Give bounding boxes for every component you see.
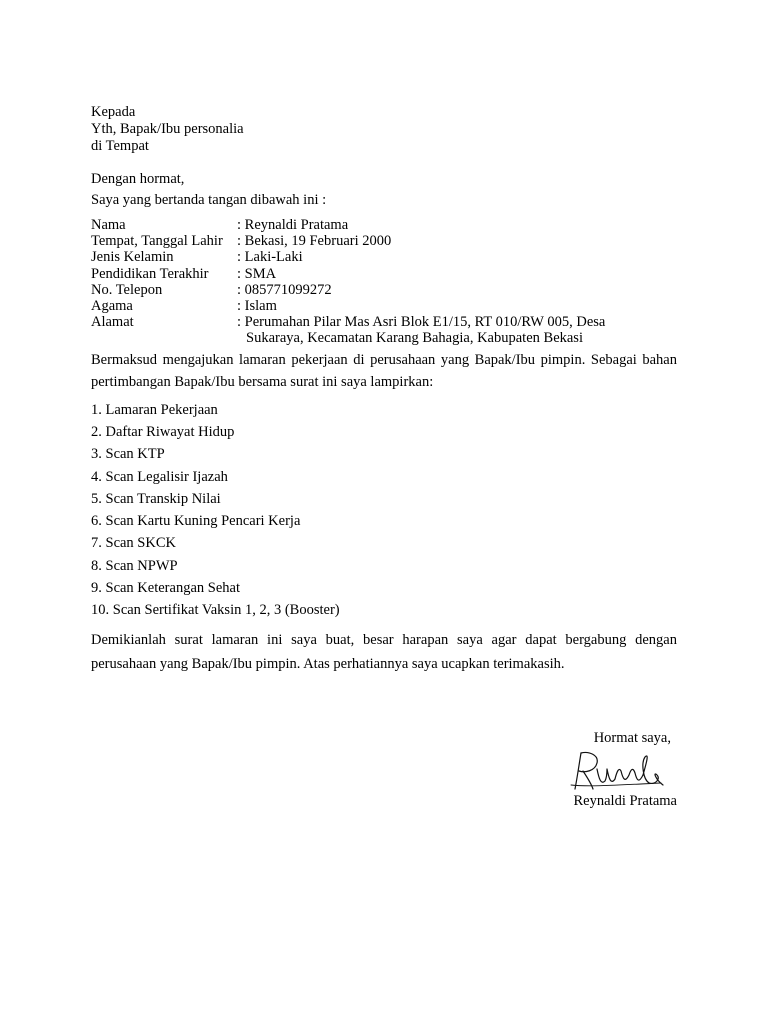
identity-label: Tempat, Tanggal Lahir — [91, 233, 223, 250]
signature-block — [547, 730, 677, 810]
attachment-list — [91, 399, 677, 622]
list-item: 6. Scan Kartu Kuning Pencari Kerja — [91, 513, 301, 530]
address-line-2: Sukaraya, Kecamatan Karang Bahagia, Kabupaten Bekasi — [246, 330, 583, 347]
list-item: 2. Daftar Riwayat Hidup — [91, 423, 235, 440]
identity-label: Alamat — [91, 314, 134, 331]
list-item: 5. Scan Transkip Nilai — [91, 490, 221, 507]
identity-row-phone — [91, 282, 667, 298]
identity-label: Pendidikan Terakhir — [91, 265, 209, 282]
greeting-block — [91, 171, 677, 209]
identity-value: : SMA — [237, 265, 277, 282]
list-item: 3. Scan KTP — [91, 446, 165, 463]
address-line-1: : Perumahan Pilar Mas Asri Blok E1/15, RT 010/RW 005, Desa — [237, 314, 606, 331]
identity-row-address — [91, 314, 667, 346]
identity-value: : Laki-Laki — [237, 249, 303, 266]
purpose-paragraph: Bermaksud mengajukan lamaran pekerjaan di perusahaan yang Bapak/Ibu pimpin. Sebagai bahan pertimbangan Bapak/Ibu bersama surat ini saya lampirkan: — [91, 351, 677, 390]
recipient-line-2: Yth, Bapak/Ibu personalia — [91, 121, 244, 137]
list-item: 7. Scan SKCK — [91, 535, 176, 552]
identity-row-birth — [91, 233, 667, 249]
identity-row-education — [91, 266, 667, 282]
list-item: 1. Lamaran Pekerjaan — [91, 401, 218, 418]
signature-closing: Hormat saya, — [593, 730, 671, 746]
list-item: 4. Scan Legalisir Ijazah — [91, 468, 228, 485]
identity-label: No. Telepon — [91, 281, 163, 298]
identity-label: Agama — [91, 298, 133, 315]
recipient-line-3: di Tempat — [91, 138, 149, 154]
identity-row-gender — [91, 249, 667, 265]
identity-row-religion — [91, 298, 667, 314]
letter-page — [91, 104, 677, 809]
list-item: 8. Scan NPWP — [91, 557, 178, 574]
recipient-block — [91, 104, 677, 155]
signature-name: Reynaldi Pratama — [573, 793, 677, 809]
identity-value: : Reynaldi Pratama — [237, 217, 349, 233]
identity-row-name — [91, 217, 667, 233]
recipient-line-1: Kepada — [91, 104, 136, 120]
identity-value: : Bekasi, 19 Februari 2000 — [237, 233, 392, 250]
list-item: 9. Scan Keterangan Sehat — [91, 580, 240, 596]
intro-sentence: Saya yang bertanda tangan dibawah ini : — [91, 192, 327, 208]
identity-value: : Islam — [237, 298, 277, 315]
identity-value: : 085771099272 — [237, 281, 332, 298]
identity-label: Nama — [91, 217, 126, 233]
identity-table — [91, 217, 667, 347]
identity-label: Jenis Kelamin — [91, 249, 174, 266]
signature-image — [569, 749, 665, 793]
list-item: 10. Scan Sertifikat Vaksin 1, 2, 3 (Booster) — [91, 602, 340, 619]
identity-value — [237, 314, 667, 346]
greeting: Dengan hormat, — [91, 171, 185, 187]
closing-paragraph: Demikianlah surat lamaran ini saya buat, besar harapan saya agar dapat bergabung dengan perusahaan yang Bapak/Ibu pimpin. Atas perhatiannya saya ucapkan terimakasih. — [91, 631, 677, 672]
